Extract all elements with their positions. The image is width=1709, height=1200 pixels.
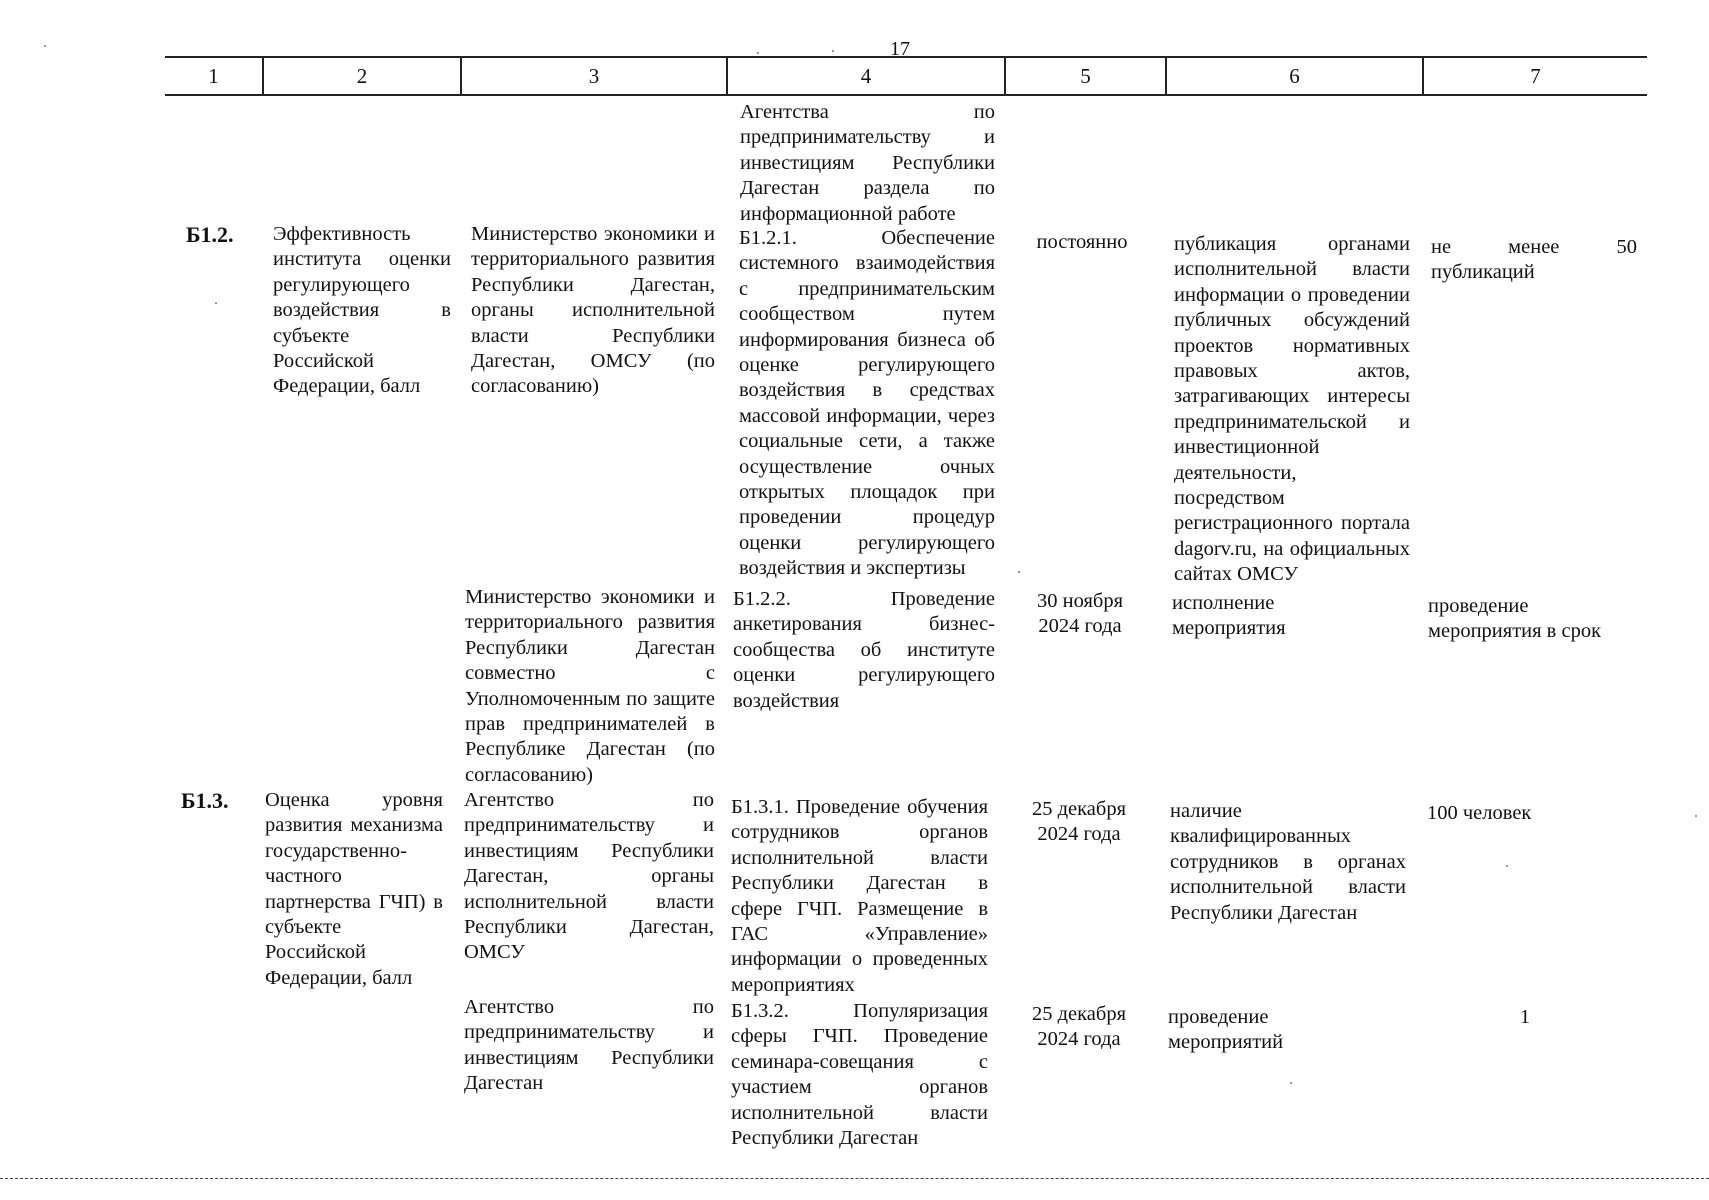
header-col-3: 3 xyxy=(462,58,728,94)
scan-speck xyxy=(1695,815,1697,817)
header-col-4: 4 xyxy=(728,58,1006,94)
header-col-6: 6 xyxy=(1167,58,1424,94)
target-cell: 100 человек xyxy=(1427,802,1532,824)
scan-speck xyxy=(215,302,217,304)
measure-cell: Б1.3.1. Проведение обучения сотрудников органов исполнительной власти Республики Дагестан в сфере ГЧП. Размещение в ГАС «Управление» информации о проведенных мероприятиях xyxy=(731,796,988,996)
target-cell: не менее 50 публикаций xyxy=(1431,236,1637,284)
row-code: Б1.2. xyxy=(186,222,234,247)
scan-speck xyxy=(1506,865,1508,867)
row-code: Б1.3. xyxy=(181,788,229,813)
deadline-cell: постоянно xyxy=(1036,231,1128,253)
header-col-7: 7 xyxy=(1530,64,1541,88)
result-cell: наличие квалифицированных сотрудников в органах исполнительной власти Республики Дагестан xyxy=(1170,800,1406,924)
header-col-5: 5 xyxy=(1006,58,1167,94)
indicator-cell: Эффективность института оценки регулирующего воздействия в субъекте Российской Федерации, балл xyxy=(273,223,451,398)
deadline-cell: 25 декабря 2024 года xyxy=(1031,1003,1126,1051)
page-number: 17 xyxy=(890,38,910,60)
result-cell: проведение мероприятий xyxy=(1168,1006,1284,1054)
indicator-cell: Оценка уровня развития механизма государственно-частного партнерства ГЧП) в субъекте Российской Федерации, балл xyxy=(265,789,443,989)
scan-speck xyxy=(757,52,759,54)
target-cell: проведение мероприятия в срок xyxy=(1428,595,1602,643)
measure-cell: Б1.2.1. Обеспечение системного взаимодействия с предпринимательским сообществом путем информирования бизнеса об оценке регулирующего воздействия в средствах массовой информации, через социальные сети, а также осуществление очных открытых площадок при проведении процедур оценки регулирующего воздействия и экспертизы xyxy=(739,227,995,580)
responsible-cell: Министерство экономики и территориального развития Республики Дагестан совместно с Уполномоченным по защите прав предпринимателей в Республике Дагестан (по согласованию) xyxy=(465,586,715,786)
continuation-measure: Агентства по предпринимательству и инвестициям Республики Дагестан раздела по информационной работе xyxy=(740,101,995,225)
responsible-cell: Министерство экономики и территориального развития Республики Дагестан, органы исполнительной власти Республики Дагестан, ОМСУ (по согласованию) xyxy=(471,223,715,398)
measure-cell: Б1.3.2. Популяризация сферы ГЧП. Проведение семинара-совещания с участием органов исполнительной власти Республики Дагестан xyxy=(731,1000,988,1150)
result-cell: публикация органами исполнительной власти информации о проведении публичных обсуждений проектов нормативных правовых актов, затрагивающих интересы предпринимательской и инвестиционной деятельности, посредством регистрационного портала dagorv.ru, на официальных сайтах ОМСУ xyxy=(1174,233,1410,586)
table-header xyxy=(165,56,1647,96)
scan-speck xyxy=(44,45,46,47)
scan-speck xyxy=(1018,571,1020,573)
result-cell: исполнение мероприятия xyxy=(1172,592,1286,640)
bottom-divider xyxy=(0,1178,1709,1179)
scan-speck xyxy=(832,50,834,52)
scan-speck xyxy=(1290,1082,1292,1084)
measure-cell: Б1.2.2. Проведение анкетирования бизнес-сообщества об институте оценки регулирующего воздействия xyxy=(733,588,995,712)
target-cell: 1 xyxy=(1519,1006,1531,1028)
deadline-cell: 25 декабря 2024 года xyxy=(1031,798,1126,846)
deadline-cell: 30 ноября 2024 года xyxy=(1037,590,1123,638)
header-col-2: 2 xyxy=(264,58,462,94)
responsible-cell: Агентство по предпринимательству и инвестициям Республики Дагестан, органы исполнительной власти Республики Дагестан, ОМСУ xyxy=(464,789,714,964)
header-col-1: 1 xyxy=(165,58,264,94)
responsible-cell: Агентство по предпринимательству и инвестициям Республики Дагестан xyxy=(464,996,714,1095)
